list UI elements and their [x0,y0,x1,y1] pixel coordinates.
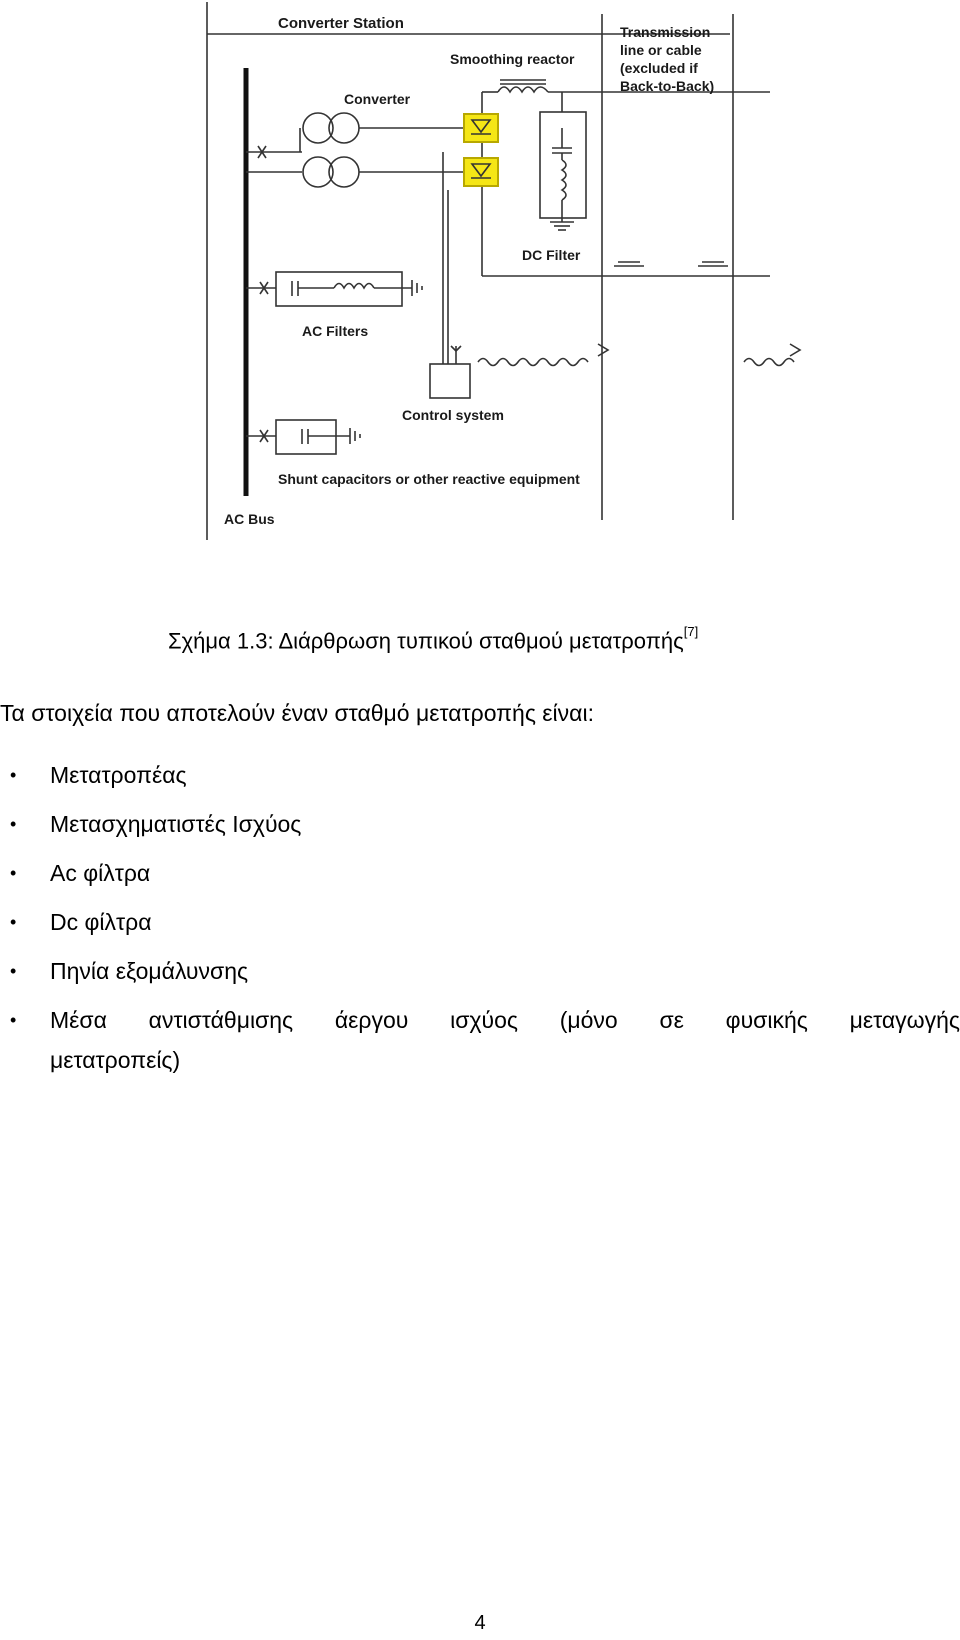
label-dc-filter: DC Filter [522,247,581,263]
bullet-icon: • [10,765,17,785]
bullet-icon: • [10,961,17,981]
label-transmission-3: (excluded if [620,60,698,76]
bullet-icon: • [10,912,17,932]
list-item [0,910,960,934]
label-transmission-2: line or cable [620,42,702,58]
intro-paragraph: Τα στοιχεία που αποτελούν έναν σταθμό μετατροπής είναι: [0,700,594,726]
page-number: 4 [474,1612,486,1634]
converter-station-diagram [0,0,960,560]
label-transmission-4: Back-to-Back) [620,78,715,94]
label-ac-bus: AC Bus [224,511,275,527]
label-converter: Converter [344,91,411,107]
list-item [0,861,960,885]
list-item-text: Πηνία εξομάλυνσης [50,958,249,984]
label-ac-filters: AC Filters [302,323,369,339]
label-control-system: Control system [402,407,504,423]
label-transmission-1: Transmission [620,24,711,40]
list-item-text: Ac φίλτρα [50,860,151,886]
list-item-text: Μετατροπέας [50,762,187,788]
label-converter-station: Converter Station [278,15,404,32]
bullet-icon: • [10,814,17,834]
bullet-icon: • [10,863,17,883]
list-item [0,812,960,836]
caption-text: Σχήμα 1.3: Διάρθρωση τυπικού σταθμού μετατροπής [168,628,684,654]
list-item-text: Μετασχηματιστές Ισχύος [50,811,302,837]
list-item [0,763,960,787]
bullet-icon: • [10,1010,17,1030]
list-item [0,1008,960,1072]
label-smoothing-reactor: Smoothing reactor [450,51,575,67]
list-item-text: Dc φίλτρα [50,909,152,935]
label-shunt-capacitors: Shunt capacitors or other reactive equipment [278,471,580,487]
component-list [0,763,960,1072]
list-item [0,959,960,983]
list-item-continuation: μετατροπείς) [50,1047,181,1073]
list-item-text: Μέσα αντιστάθμισης άεργου ισχύος (μόνο σε φυσικής μεταγωγής [50,1007,960,1033]
thyristor-valve-icon [464,114,498,142]
figure-caption [168,624,699,654]
caption-reference: [7] [683,624,699,639]
thyristor-valve-icon [464,158,498,186]
